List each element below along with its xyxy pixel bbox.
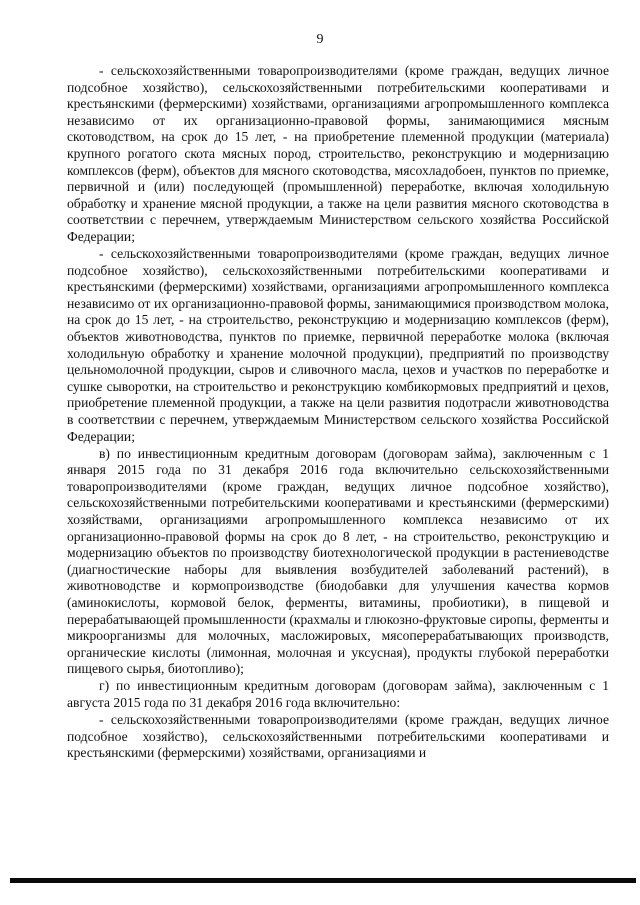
paragraph-item-v: в) по инвестиционным кредитным договорам (договорам займа), заключенным с 1 января 2015 года по 31 декабря 2016 года включительно сельскохозяйственными товаропроизводителями (кроме граждан, ведущих личное подсобное хозяйство), сельскохозяйственными потребительскими кооперативами и крестьянскими (фермерскими) хозяйствами, организациями агропромышленного комплекса независимо от их организационно-правовой формы на срок до 8 лет, - на строительство, реконструкцию и модернизацию объектов по производству биотехнологической продукции в растениеводстве (диагностические наборы для выявления возбудителей заболеваний растений), в животноводстве и кормопроизводстве (биодобавки для улучшения качества кормов (аминокислоты, кормовой белок, ферменты, витамины, пробиотики), в пищевой и перерабатывающей промышленности (крахмалы и глюкозно-фруктовые сиропы, ферменты и микроорганизмы для молочных, масложировых, мясоперерабатывающих производств, органические кислоты (лимонная, молочная и уксусная), продукты глубокой переработки пищевого сырья, биотопливо); bbox=[67, 445, 609, 677]
paragraph-dairy: - сельскохозяйственными товаропроизводителями (кроме граждан, ведущих личное подсобное хозяйство), сельскохозяйственными потребительскими кооперативами и крестьянскими (фермерскими) хозяйствами, организациями агропромышленного комплекса независимо от их организационно-правовой формы, занимающимися производством молока, на срок до 15 лет, - на строительство, реконструкцию и модернизацию комплексов (ферм), объектов животноводства, пунктов по приемке, первичной переработке молока (включая холодильную обработку и хранение молочной продукции), предприятий по производству цельномолочной продукции, сыров и сливочного масла, цехов и участков по переработке и сушке сыворотки, на строительство и реконструкцию комбикормовых предприятий и цехов, приобретение племенной продукции, а также на цели развития подотрасли животноводства в соответствии с перечнем, утверждаемым Министерством сельского хозяйства Российской Федерации; bbox=[67, 246, 609, 444]
paragraph-item-g: г) по инвестиционным кредитным договорам (договорам займа), заключенным с 1 августа 2015 года по 31 декабря 2016 года включительно: bbox=[67, 678, 609, 711]
document-body bbox=[67, 63, 609, 762]
paragraph-meat-cattle: - сельскохозяйственными товаропроизводителями (кроме граждан, ведущих личное подсобное хозяйство), сельскохозяйственными потребительскими кооперативами и крестьянскими (фермерскими) хозяйствами, организациями агропромышленного комплекса независимо от их организационно-правовой формы, занимающимися мясным скотоводством, на срок до 15 лет, - на приобретение племенной продукции (материала) крупного рогатого скота мясных пород, строительство, реконструкцию и модернизацию комплексов (ферм), объектов для мясного скотоводства, мясохладобоен, пунктов по приемке, первичной и (или) последующей (промышленной) переработке, включая холодильную обработку и хранение мясной продукции, а также на цели развития мясного скотоводства в соответствии с перечнем, утверждаемым Министерством сельского хозяйства Российской Федерации; bbox=[67, 63, 609, 244]
paragraph-agricultural-producers: - сельскохозяйственными товаропроизводителями (кроме граждан, ведущих личное подсобное хозяйство), сельскохозяйственными потребительскими кооперативами и крестьянскими (фермерскими) хозяйствами, организациями и bbox=[67, 712, 609, 761]
page-number: 9 bbox=[316, 32, 324, 47]
bottom-scan-edge bbox=[10, 878, 636, 883]
